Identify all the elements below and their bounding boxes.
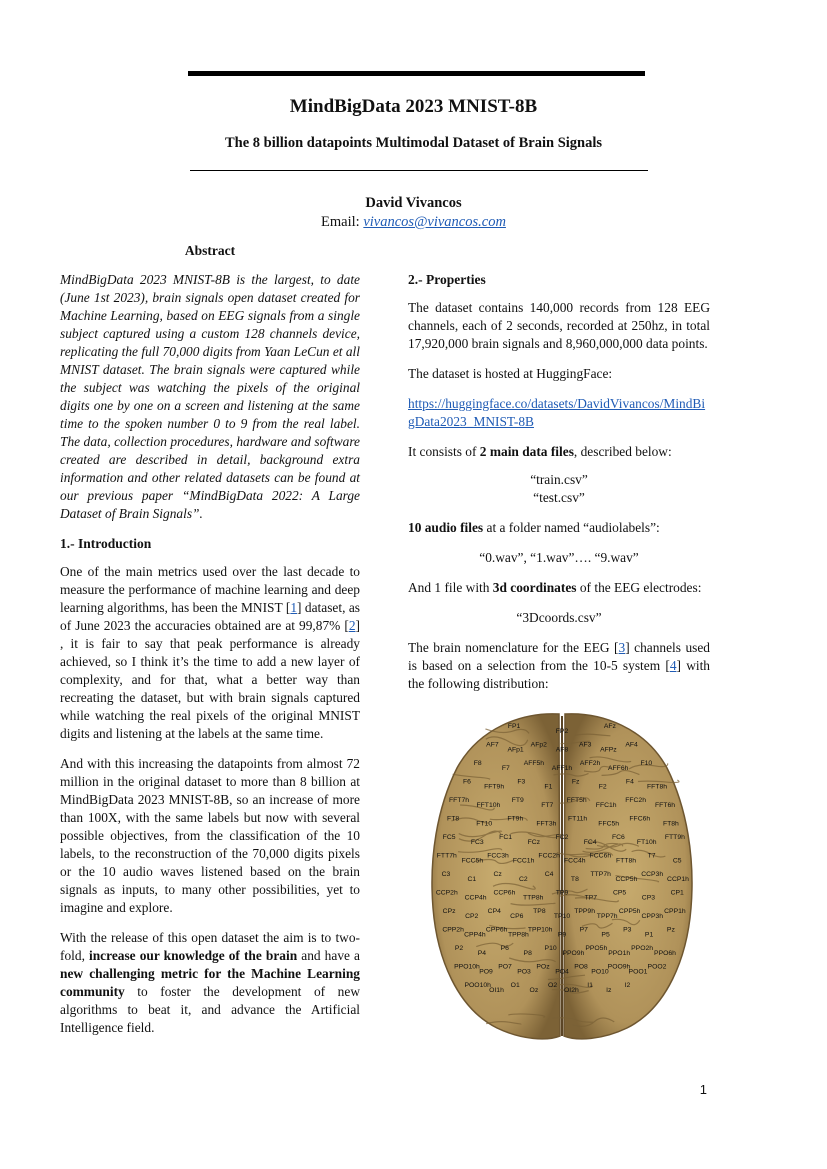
- electrode-label: POO9h: [607, 963, 631, 971]
- properties-paragraph-6: The brain nomenclature for the EEG [3] channels used is based on a selection from the 10-5 system [4] with the following distribution:: [408, 640, 711, 691]
- electrode-label: CP1: [670, 889, 684, 897]
- electrode-label: T7: [647, 852, 656, 860]
- properties-paragraph-5: And 1 file with 3d coordinates of the EEG electrodes:: [408, 580, 702, 595]
- ref-link-2[interactable]: 2: [348, 618, 356, 633]
- file-train: “train.csv”: [530, 472, 588, 487]
- electrode-label: P9: [557, 931, 567, 939]
- audio-files: “0.wav”, “1.wav”…. “9.wav”: [479, 550, 639, 565]
- electrode-label: T8: [570, 876, 579, 883]
- electrode-label: AFF6h: [607, 765, 629, 772]
- electrode-label: FFT7h: [448, 797, 470, 804]
- email-link[interactable]: vivancos@vivancos.com: [363, 214, 506, 230]
- electrode-label: O2: [548, 982, 558, 989]
- electrode-label: AFz: [603, 723, 616, 730]
- electrode-label: F2: [598, 783, 607, 791]
- coords-file: “3Dcoords.csv”: [516, 610, 602, 625]
- electrode-label: PO3: [517, 968, 531, 976]
- electrode-label: I1: [587, 982, 593, 989]
- electrode-label: FFT8h: [646, 783, 668, 791]
- electrode-label: FT10h: [636, 839, 657, 846]
- electrode-label: PPO10h: [454, 963, 480, 971]
- electrode-label: CP6: [510, 913, 524, 920]
- electrode-label: FTT8h: [615, 857, 637, 865]
- electrode-label: AF8: [555, 746, 569, 754]
- electrode-label: Fz: [571, 778, 580, 786]
- electrode-label: FFT5h: [566, 797, 587, 804]
- electrode-label: PO10: [591, 968, 609, 976]
- electrode-label: F4: [625, 778, 634, 786]
- electrode-label: AFp1: [507, 746, 524, 754]
- electrode-label: P2: [454, 945, 464, 952]
- electrode-label: FCC1h: [512, 857, 535, 865]
- electrode-label: CCP5h: [615, 876, 638, 883]
- electrode-label: FT9h: [507, 815, 524, 823]
- properties-paragraph-4: 10 audio files at a folder named “audiolabels”:: [408, 520, 660, 535]
- electrode-label: C2: [518, 876, 528, 883]
- electrode-label: P8: [523, 950, 532, 957]
- electrode-label: FFT3h: [536, 820, 557, 828]
- electrode-label: CCP4h: [464, 894, 487, 902]
- electrode-label: C5: [672, 857, 682, 865]
- electrode-label: P10: [544, 945, 557, 952]
- electrode-label: OI1h: [489, 987, 504, 994]
- electrode-label: CPP1h: [664, 908, 686, 915]
- page-number: 1: [699, 1082, 707, 1097]
- electrode-label: AF3: [578, 741, 592, 749]
- properties-paragraph-1: The dataset contains 140,000 records from 128 EEG channels, each of 2 seconds, recorded at 250hz, in total 17,920,000 brain signals and 8,960,000,000 data points.: [408, 300, 710, 351]
- electrode-label: CP3: [641, 894, 656, 902]
- electrode-label: FFC1h: [595, 802, 617, 809]
- right-column: [408, 271, 710, 693]
- electrode-label: CP5: [612, 889, 627, 897]
- electrode-label: FFC6h: [629, 815, 651, 823]
- electrode-label: PPO9h: [562, 950, 585, 957]
- electrode-label: TTP7h: [590, 871, 611, 878]
- electrode-label: CP2: [465, 913, 479, 920]
- author-email-line: [0, 214, 827, 231]
- electrode-label: TPP7h: [596, 913, 618, 920]
- electrode-label: FCz: [527, 839, 541, 846]
- electrode-label: POO2: [647, 963, 667, 971]
- electrode-label: AFPz: [600, 746, 617, 754]
- electrode-label: TP9: [555, 889, 569, 897]
- electrode-label: CPP6h: [485, 926, 508, 934]
- electrode-label: P6: [500, 945, 509, 952]
- electrode-label: CPP4h: [464, 931, 486, 939]
- electrode-label: FC6: [611, 834, 625, 841]
- electrode-label: FCC4h: [564, 857, 586, 865]
- electrode-label: FT7: [541, 802, 554, 809]
- title-divider: [190, 170, 648, 171]
- electrode-label: FT8h: [662, 820, 679, 828]
- paper-subtitle: The 8 billion datapoints Multimodal Dataset of Brain Signals: [224, 135, 603, 151]
- electrode-label: AF7: [486, 741, 499, 749]
- electrode-label: P1: [644, 931, 654, 939]
- electrode-label: AF4: [625, 741, 638, 749]
- electrode-label: PPO6h: [654, 950, 676, 957]
- electrode-label: C3: [441, 871, 451, 878]
- electrode-label: FCC6h: [589, 852, 612, 860]
- electrode-label: CPP3h: [641, 913, 664, 920]
- file-test: “test.csv”: [533, 490, 585, 505]
- electrode-label: P4: [477, 950, 487, 957]
- electrode-label: FT9: [511, 797, 524, 804]
- email-label: Email:: [321, 214, 364, 230]
- properties-url-paragraph: [408, 395, 710, 431]
- electrode-label: FC2: [555, 834, 569, 841]
- electrode-label: TPP9h: [574, 908, 595, 915]
- ref-link-3[interactable]: 3: [618, 640, 626, 655]
- electrode-label: CPP5h: [618, 908, 641, 915]
- properties-paragraph-2: The dataset is hosted at HuggingFace:: [408, 366, 613, 381]
- electrode-label: C4: [544, 871, 554, 878]
- electrode-label: I2: [624, 982, 631, 989]
- electrode-label: P7: [579, 926, 588, 934]
- electrode-label: FC1: [499, 834, 513, 841]
- electrode-label: FFT6h: [654, 802, 676, 809]
- left-column: [60, 271, 360, 1037]
- electrode-label: F7: [501, 765, 510, 772]
- electrode-label: FC5: [442, 834, 456, 841]
- electrode-label: F6: [463, 778, 471, 786]
- electrode-label: FTT9h: [664, 834, 685, 841]
- electrode-label: FCC5h: [461, 857, 484, 865]
- electrode-label: CPz: [442, 908, 456, 915]
- electrode-label: Cz: [493, 871, 502, 878]
- properties-paragraph-3: It consists of 2 main data files, described below:: [408, 444, 672, 459]
- electrode-label: CCP6h: [493, 889, 516, 897]
- electrode-label: FCC2h: [538, 852, 560, 860]
- abstract-text: MindBigData 2023 MNIST-8B is the largest, to date (June 1st 2023), brain signals open dataset created for Machine Learning, based on EEG signals from a single subject captured using a custom 128 channels device, replicating the full 70,000 digits from Yaan LeCun et all MNIST dataset. The brain signals were captured while the subject was watching the pixels of the original digits one by one on a screen and listening at the same time to the spoken number 0 to 9 from the real label. The data, collection procedures, hardware and software created are described in detail, background extra information and other related datasets can be found at our previous paper “MindBigData 2022: A Large Dataset of Brain Signals”.: [60, 272, 360, 521]
- electrode-label: FFC5h: [598, 820, 620, 828]
- electrode-label: Iz: [606, 987, 612, 994]
- electrode-label: FP1: [507, 723, 521, 730]
- electrode-label: POO1: [628, 968, 648, 976]
- paper-title: MindBigData 2023 MNIST-8B: [289, 96, 538, 117]
- electrode-label: PPO2h: [631, 945, 654, 952]
- electrode-label: F1: [544, 783, 553, 791]
- electrode-label: Oz: [529, 987, 539, 994]
- electrode-label: PPO5h: [585, 945, 608, 952]
- electrode-label: FT8: [447, 815, 460, 823]
- top-thick-rule: [188, 71, 645, 76]
- ref-link-4[interactable]: 4: [669, 658, 677, 673]
- electrode-label: CPP2h: [442, 926, 464, 934]
- electrode-label: P5: [601, 931, 610, 939]
- electrode-label: OI2h: [564, 987, 579, 994]
- electrode-label: TP7: [584, 894, 598, 902]
- electrode-label: PO8: [574, 963, 588, 971]
- electrode-label: PO7: [498, 963, 512, 971]
- abstract-heading: Abstract: [184, 243, 236, 258]
- intro-paragraph-1: One of the main metrics used over the last decade to measure the performance of machine learning and deep learning algorithms, has been the MNIST [1] dataset, as of June 2023 the accuracies obtained are at 99,87% [2] , it is fair to say that peak performance is already achieved, so I think it’s the time to add a new layer of complexity, and for that, what a better way than recreating the dataset, but with brain signals captured while watching the real pixels of the original MNIST digits and listening at the labels at the same time.: [60, 564, 360, 741]
- electrode-label: TPP10h: [527, 926, 553, 934]
- electrode-label: AFF1h: [551, 765, 573, 772]
- electrode-label: FP2: [555, 728, 569, 735]
- electrode-label: CCP2h: [435, 889, 458, 897]
- electrode-label: C1: [467, 876, 477, 883]
- electrode-label: PO9: [479, 968, 493, 976]
- electrode-label: FFT9h: [484, 783, 505, 791]
- electrode-label: TPP8h: [508, 931, 529, 939]
- properties-heading: 2.- Properties: [408, 272, 486, 287]
- electrode-label: TP10: [553, 913, 571, 920]
- electrode-label: O1: [510, 982, 520, 989]
- electrode-label: P3: [623, 926, 632, 934]
- electrode-label: FCC3h: [487, 852, 509, 860]
- electrode-label: POO10h: [464, 982, 491, 989]
- intro-paragraph-3: With the release of this open dataset the aim is to two-fold, increase our knowledge of the brain and have a new challenging metric for the Machine Learning community to foster the development of new algorithms to beat it, and advance the Artificial Intelligence field.: [60, 930, 360, 1035]
- electrode-label: PPO1h: [608, 950, 631, 957]
- electrode-label: FFT10h: [476, 802, 501, 809]
- electrode-label: TP8: [533, 908, 546, 915]
- electrode-label: FT11h: [568, 815, 588, 823]
- electrode-label: AFp2: [530, 741, 547, 749]
- electrode-label: Pz: [666, 926, 675, 934]
- electrode-label: CCP1h: [667, 876, 689, 883]
- electrode-label: FC4: [583, 839, 597, 846]
- electrode-label: F3: [517, 778, 526, 786]
- introduction-heading: 1.- Introduction: [60, 536, 152, 551]
- electrode-label: FFC2h: [625, 797, 646, 804]
- electrode-label: CP4: [487, 908, 501, 915]
- electrode-label: FTT7h: [436, 852, 457, 860]
- electrode-label: AFF5h: [523, 760, 545, 767]
- intro-paragraph-2: And with this increasing the datapoints from almost 72 million in the original dataset to more than 8 billion at MindBigData 2023 MNIST-8B, so an increase of more than 100X, with the same labels but now with several possible objectives, from the classification of the 10 labels, to the reconstruction of the 70,000 digits pixels or the 10 audio waves listened based on the brain signals as inputs, to many other possibilities, yet to imagine and explore.: [60, 756, 360, 915]
- electrode-label: F8: [473, 760, 482, 767]
- ref-link-1[interactable]: 1: [290, 600, 298, 615]
- electrode-label: FC3: [470, 839, 484, 846]
- author-name: David Vivancos: [365, 195, 462, 211]
- electrode-label: F10: [640, 760, 653, 767]
- electrode-label: PO4: [555, 968, 569, 976]
- electrode-label: AFF2h: [579, 760, 601, 767]
- electrode-label: CCP3h: [641, 871, 664, 878]
- electrode-label: FT10: [476, 820, 493, 828]
- electrode-label: POz: [536, 963, 550, 971]
- electrode-label: TTP8h: [522, 894, 544, 902]
- huggingface-link[interactable]: https://huggingface.co/datasets/DavidVivancos/MindBigData2023_MNIST-8B: [408, 396, 706, 429]
- brain-electrode-figure: [427, 708, 697, 1043]
